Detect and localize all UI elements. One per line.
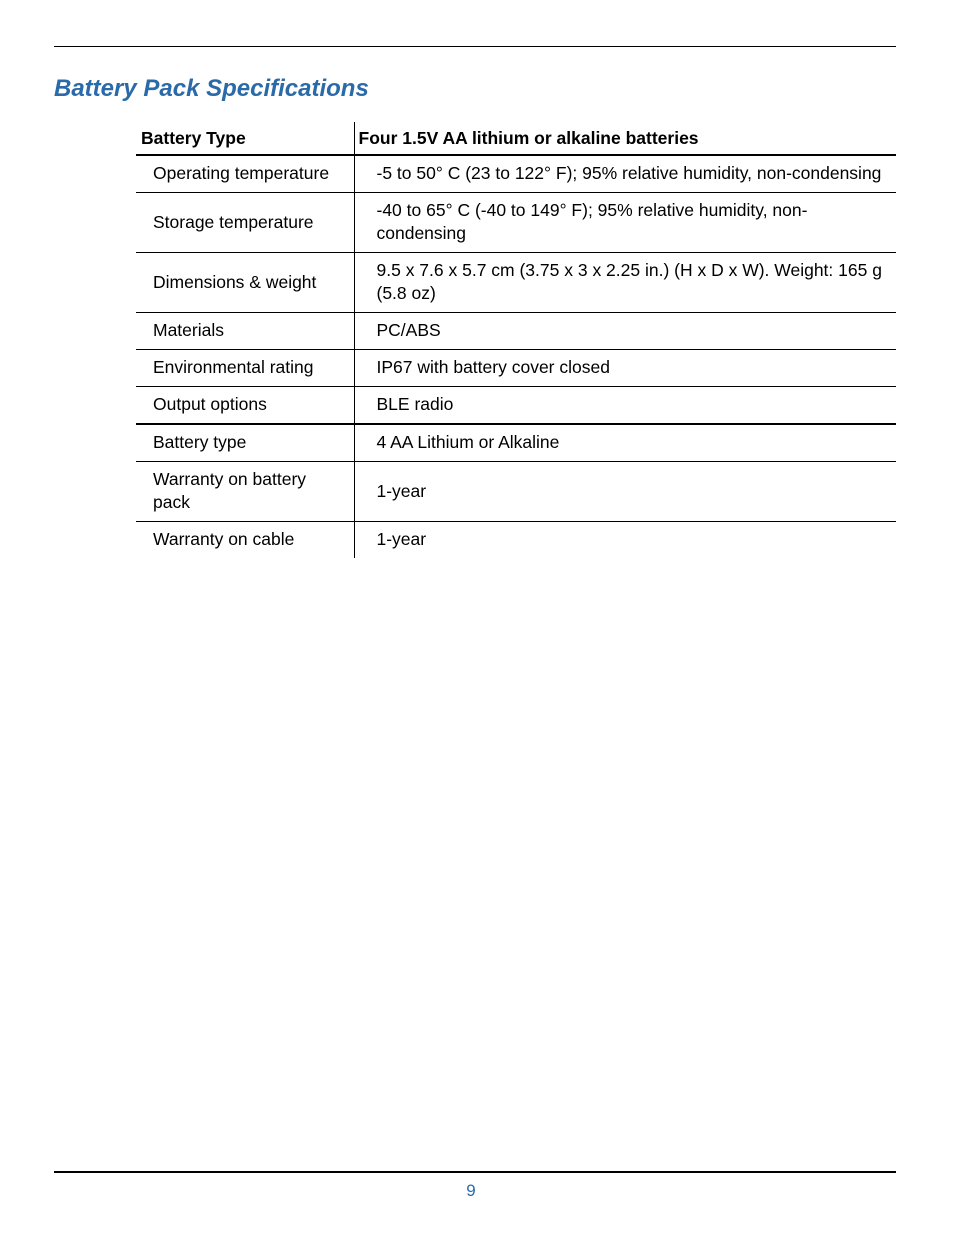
table-row: [136, 387, 896, 425]
spec-value: 1-year: [354, 462, 896, 522]
spec-label: Warranty on cable: [153, 529, 295, 549]
page-number: 9: [466, 1181, 476, 1200]
table-row: [136, 155, 896, 193]
spec-label: Output options: [136, 387, 354, 425]
section-title: Battery Pack Specifications: [54, 75, 369, 102]
spec-value: 9.5 x 7.6 x 5.7 cm (3.75 x 3 x 2.25 in.) (H x D x W). Weight: 165 g (5.8 oz): [354, 253, 896, 313]
spec-label: Materials: [136, 313, 354, 350]
spec-value: IP67 with battery cover closed: [354, 350, 896, 387]
spec-value: PC/ABS: [354, 313, 896, 350]
table-row: [136, 350, 896, 387]
spec-value: -40 to 65° C (-40 to 149° F); 95% relative humidity, non-condensing: [354, 193, 896, 253]
table-row: [136, 462, 896, 522]
table-row: [136, 193, 896, 253]
spec-value: BLE radio: [354, 387, 896, 425]
battery-spec-table: [136, 122, 896, 558]
spec-value: 1-year: [354, 522, 896, 559]
spec-label: Storage temperature: [136, 193, 354, 253]
table-row: [136, 424, 896, 462]
footer-rule: [54, 1171, 896, 1173]
spec-label: Environmental rating: [136, 350, 354, 387]
spec-value: -5 to 50° C (23 to 122° F); 95% relative humidity, non-condensing: [354, 155, 896, 193]
header-value: Four 1.5V AA lithium or alkaline batteries: [354, 122, 896, 155]
spec-value: 4 AA Lithium or Alkaline: [354, 424, 896, 462]
header-label: Battery Type: [136, 122, 354, 155]
header-rule: [54, 46, 896, 47]
table-row: [136, 253, 896, 313]
spec-label: Operating temperature: [136, 155, 354, 193]
table-row: [136, 522, 896, 559]
spec-label: Warranty on battery pack: [136, 462, 354, 522]
spec-label: Battery type: [136, 424, 354, 462]
spec-label: Dimensions & weight: [136, 253, 354, 313]
table-header-row: [136, 122, 896, 155]
table-row: [136, 313, 896, 350]
